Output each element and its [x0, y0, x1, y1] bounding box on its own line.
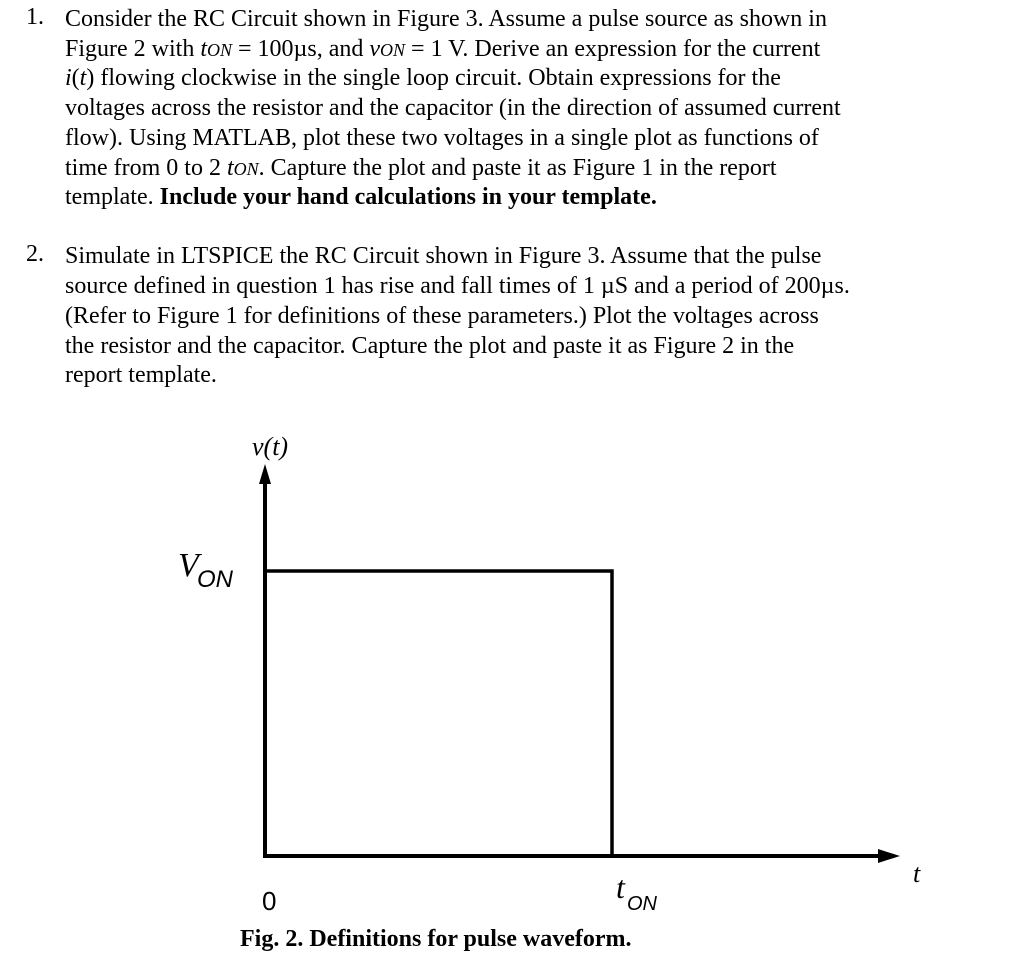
question-1-line-6: time from 0 to 2 tON. Capture the plot and paste it as Figure 1 in the report: [65, 155, 777, 181]
question-1-line-4: voltages across the resistor and the capacitor (in the direction of assumed current: [65, 95, 841, 121]
pulse-waveform: [265, 571, 612, 856]
y-axis-arrowhead: [259, 464, 271, 484]
t-on-label: t: [616, 869, 625, 905]
x-axis-label: t: [913, 859, 921, 888]
v-on-subscript: ON: [197, 566, 233, 593]
question-1-line-3: i(t) flowing clockwise in the single loop circuit. Obtain expressions for the: [65, 65, 781, 91]
question-2-line-5: report template.: [65, 362, 217, 388]
figure-caption: Fig. 2. Definitions for pulse waveform.: [240, 926, 632, 952]
question-2-number: 2.: [26, 241, 44, 267]
v-on-label: V: [178, 547, 199, 584]
t-on-subscript: ON: [627, 893, 657, 915]
question-1-line-2: Figure 2 with tON = 100µs, and vON = 1 V. Derive an expression for the current: [65, 36, 821, 62]
x-axis-arrowhead: [878, 849, 900, 863]
question-1-line-1: Consider the RC Circuit shown in Figure 3. Assume a pulse source as shown in: [65, 6, 827, 32]
origin-label: 0: [262, 886, 277, 916]
question-2-line-4: the resistor and the capacitor. Capture the plot and paste it as Figure 2 in the: [65, 333, 795, 359]
question-1-number: 1.: [26, 4, 44, 30]
question-2-line-3: (Refer to Figure 1 for definitions of these parameters.) Plot the voltages across: [65, 303, 819, 329]
question-2-line-1: Simulate in LTSPICE the RC Circuit shown in Figure 3. Assume that the pulse: [65, 243, 822, 269]
question-1-line-7: template. Include your hand calculations in your template.: [65, 184, 657, 210]
y-axis-label: v(t): [252, 432, 289, 461]
question-2-line-2: source defined in question 1 has rise and fall times of 1 µS and a period of 200µs.: [65, 273, 850, 299]
question-1-line-5: flow). Using MATLAB, plot these two voltages in a single plot as functions of: [65, 125, 819, 151]
